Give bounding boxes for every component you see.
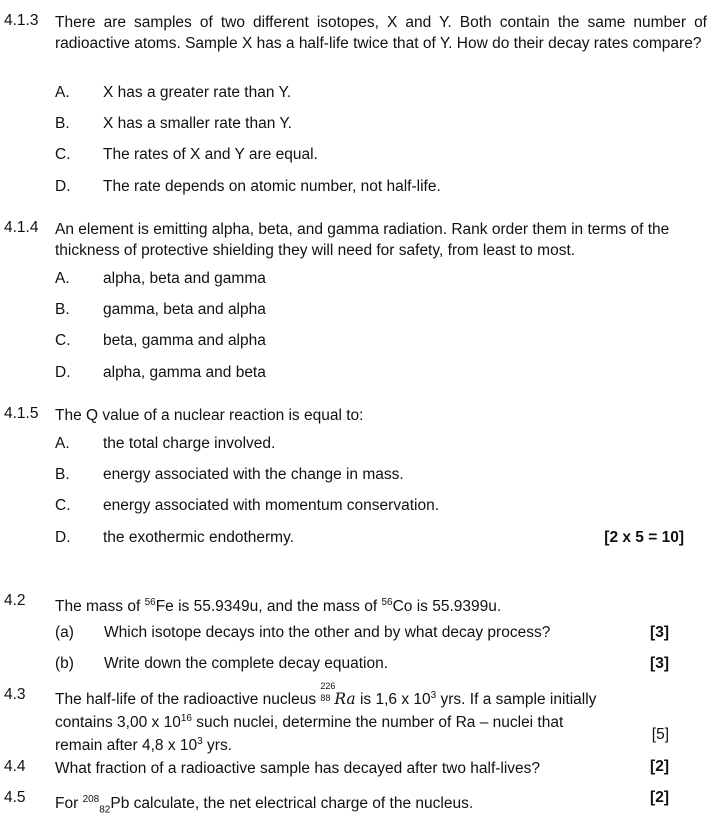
option-text: X has a greater rate than Y. [103,84,292,101]
marks: [2] [650,789,669,806]
option-text: X has a smaller rate than Y. [103,115,292,132]
question-number: 4.4 [4,758,26,775]
stem-text: The mass of [55,598,145,616]
stem-text: contains 3,00 x 10 [55,714,181,732]
question-stem: An element is emitting alpha, beta, and gamma radiation. Rank order them in terms of the thickness of protective shielding they will need for safety, from least to most. [55,221,670,259]
option-c [55,146,695,168]
option-text: beta, gamma and alpha [103,332,266,349]
option-letter: B. [55,466,70,483]
option-a [55,270,695,292]
atomic-number: 82 [99,804,111,816]
stem-text: Fe is 55.9349u, and the mass of [155,598,382,616]
sub-label: (b) [55,655,74,672]
mass-number: 226 [320,681,336,692]
option-a [55,84,695,106]
option-text: the exothermic endothermy. [103,529,294,546]
option-text: the total charge involved. [103,435,276,452]
question-stem [55,789,707,820]
question-number: 4.5 [4,789,26,806]
option-letter: D. [55,178,71,195]
element-symbol: Ra [334,690,356,709]
question-number: 4.1.5 [4,405,39,422]
option-c [55,332,695,354]
stem-text: is 1,6 x 10 [355,691,431,709]
question-number: 4.1.3 [4,12,39,29]
marks: [3] [650,624,669,641]
stem-text: remain after 4,8 x 10 [55,737,198,755]
option-d [55,178,695,200]
stem-text: such nuclei, determine the number of Ra – nuclei that [191,714,564,732]
question-number: 4.3 [4,686,26,703]
exponent: 3 [197,736,203,748]
option-b [55,466,695,488]
total-marks: [2 x 5 = 10] [604,529,684,546]
option-letter: A. [55,84,70,101]
option-text: alpha, gamma and beta [103,364,266,381]
option-b [55,301,695,323]
option-c [55,497,695,519]
option-b [55,115,695,137]
sub-label: (a) [55,624,74,641]
option-letter: C. [55,146,71,163]
option-letter: D. [55,529,71,546]
option-text: energy associated with the change in mass. [103,466,404,483]
option-letter: B. [55,115,70,132]
option-letter: C. [55,332,71,349]
stem-text: yrs. If a sample initially [436,691,597,709]
question-stem: There are samples of two different isotopes, X and Y. Both contain the same number of radioactive atoms. Sample X has a half-life twice that of Y. How do their decay rates compare? [55,14,707,52]
stem-text: Co is 55.9399u. [392,598,502,616]
option-letter: D. [55,364,71,381]
option-a [55,435,695,457]
stem-text: yrs. [202,737,233,755]
stem-text: For [55,795,83,813]
question-number: 4.2 [4,592,26,609]
option-text: gamma, beta and alpha [103,301,266,318]
marks: [5] [651,726,669,743]
stem-text: Pb calculate, the net electrical charge of the nucleus. [110,795,474,813]
sub-question-b [55,655,669,677]
option-text: The rates of X and Y are equal. [103,146,318,163]
fe-mass-number: 56 [144,597,156,608]
sub-question-a [55,624,669,646]
atomic-number: 88 [320,693,331,704]
marks: [2] [650,758,669,775]
option-text: energy associated with momentum conservation. [103,497,439,514]
option-d [55,529,695,551]
option-letter: C. [55,497,71,514]
mass-number: 208 [82,794,100,805]
option-letter: A. [55,435,70,452]
stem-text: The half-life of the radioactive nucleus [55,691,321,709]
option-text: The rate depends on atomic number, not half-life. [103,178,441,195]
exponent: 16 [180,713,192,725]
co-mass-number: 56 [381,597,393,608]
option-text: alpha, beta and gamma [103,270,266,287]
marks: [3] [650,655,669,672]
option-letter: B. [55,301,70,318]
question-stem [55,592,707,617]
exponent: 3 [430,690,437,701]
ra-nuclide-notation [320,681,336,704]
question-stem [55,681,707,755]
option-letter: A. [55,270,70,287]
option-d [55,364,695,386]
question-stem: What fraction of a radioactive sample has decayed after two half-lives? [55,760,541,777]
sub-text: Which isotope decays into the other and by what decay process? [104,624,551,641]
question-stem: The Q value of a nuclear reaction is equal to: [55,407,364,424]
sub-text: Write down the complete decay equation. [104,655,389,672]
question-number: 4.1.4 [4,219,39,236]
